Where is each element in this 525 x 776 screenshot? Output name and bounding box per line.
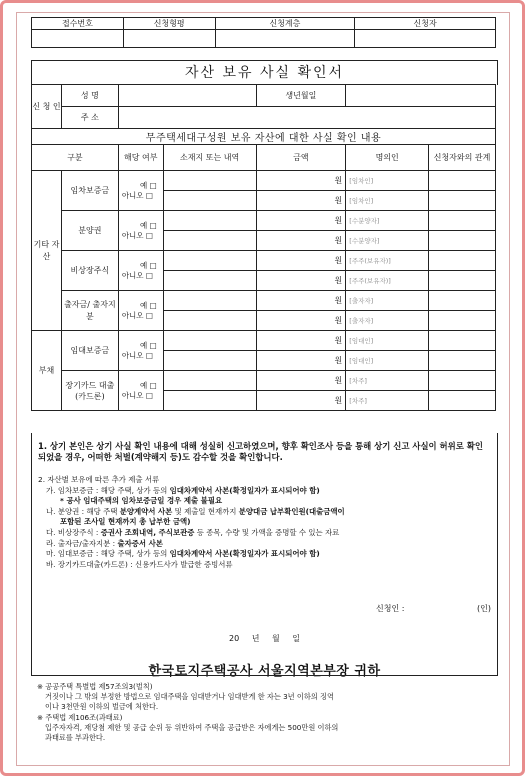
birth-label: 생년월일 bbox=[256, 85, 346, 107]
holder-field[interactable]: [임차인] bbox=[346, 171, 429, 191]
notes-section bbox=[31, 433, 498, 679]
holder-field[interactable]: [차주] bbox=[346, 371, 429, 391]
location-field[interactable] bbox=[163, 171, 256, 191]
relation-field[interactable] bbox=[429, 391, 496, 411]
col-relation: 신청자와의 관계 bbox=[429, 145, 496, 171]
relation-field[interactable] bbox=[429, 371, 496, 391]
law-2-text: 입주자자격, 재당첨 제한 및 공급 순위 등 위반하여 주택을 공급받은 자에게는 500만원 이하의 bbox=[45, 722, 339, 732]
class-header: 신청계층 bbox=[215, 18, 355, 30]
relation-field[interactable] bbox=[429, 271, 496, 291]
holder-field[interactable]: [수분양자] bbox=[346, 211, 429, 231]
amount-field[interactable]: 원 bbox=[256, 251, 346, 271]
applicable-checkbox[interactable]: 예 □ 아니오 □ bbox=[118, 171, 163, 211]
address-field[interactable] bbox=[118, 107, 495, 129]
type-field[interactable] bbox=[123, 30, 215, 48]
holder-field[interactable]: [주주(보유자)] bbox=[346, 251, 429, 271]
location-field[interactable] bbox=[163, 211, 256, 231]
type-header: 신청형평 bbox=[123, 18, 215, 30]
relation-field[interactable] bbox=[429, 171, 496, 191]
relation-field[interactable] bbox=[429, 211, 496, 231]
applicable-checkbox[interactable]: 예 □ 아니오 □ bbox=[118, 291, 163, 331]
amount-field[interactable]: 원 bbox=[256, 391, 346, 411]
applicable-checkbox[interactable]: 예 □ 아니오 □ bbox=[118, 371, 163, 411]
item-label: 임차보증금 bbox=[61, 171, 118, 211]
location-field[interactable] bbox=[163, 251, 256, 271]
applicable-checkbox[interactable]: 예 □ 아니오 □ bbox=[118, 251, 163, 291]
law-1-text-cont: 이나 3천만원 이하의 벌금에 처한다. bbox=[45, 702, 159, 712]
asset-table bbox=[31, 84, 496, 411]
holder-field[interactable]: [출자자] bbox=[346, 291, 429, 311]
amount-field[interactable]: 원 bbox=[256, 211, 346, 231]
name-label: 성 명 bbox=[61, 85, 118, 107]
receipt-no-field[interactable] bbox=[32, 30, 124, 48]
document-page bbox=[16, 12, 510, 766]
required-documents bbox=[38, 475, 490, 570]
doc-item-ra: 라. 출자금/출자지분 : 출자증서 사본 bbox=[46, 538, 163, 548]
law-1-text: 거짓이나 그 밖의 부정한 방법으로 임대주택을 임대받거나 임대받게 한 자는 3년 이하의 징역 bbox=[45, 692, 334, 702]
amount-field[interactable]: 원 bbox=[256, 171, 346, 191]
holder-field[interactable]: [차주] bbox=[346, 391, 429, 411]
legal-notice bbox=[31, 675, 496, 764]
doc-item-ga: 가. 임차보증금 : 해당 주택, 상가 등의 임대차계약서 사본(확정일자가 표시되어야 함) bbox=[46, 485, 320, 495]
doc-item-na: 나. 분양권 : 해당 주택 분양계약서 사본 및 제출일 현재까지 분양대금 납부확인원(대출금액이 bbox=[46, 506, 345, 516]
doc-item-ba: 바. 장기카드대출(카드론) : 신용카드사가 발급한 증빙서류 bbox=[46, 559, 233, 569]
location-field[interactable] bbox=[163, 291, 256, 311]
holder-field[interactable]: [임대인] bbox=[346, 351, 429, 371]
date-line[interactable]: 20 년 월 일 bbox=[229, 634, 300, 643]
amount-field[interactable]: 원 bbox=[256, 311, 346, 331]
document-title: 자산 보유 사실 확인서 bbox=[31, 60, 498, 85]
applicant-header: 신청자 bbox=[355, 18, 496, 30]
amount-field[interactable]: 원 bbox=[256, 371, 346, 391]
class-field[interactable] bbox=[215, 30, 355, 48]
name-field[interactable] bbox=[118, 85, 256, 107]
amount-field[interactable]: 원 bbox=[256, 191, 346, 211]
col-amount: 금액 bbox=[256, 145, 346, 171]
relation-field[interactable] bbox=[429, 231, 496, 251]
group-other-assets: 기타 자산 bbox=[32, 171, 62, 331]
col-location: 소재지 또는 내역 bbox=[163, 145, 256, 171]
holder-field[interactable]: [주주(보유자)] bbox=[346, 271, 429, 291]
item-label: 비상장주식 bbox=[61, 251, 118, 291]
seal-mark[interactable]: (인) bbox=[477, 604, 491, 613]
applicable-checkbox[interactable]: 예 □ 아니오 □ bbox=[118, 331, 163, 371]
law-2-title: ※ 주택법 제106조(과태료) bbox=[37, 712, 123, 722]
location-field[interactable] bbox=[163, 391, 256, 411]
receipt-no-header: 접수번호 bbox=[32, 18, 124, 30]
group-debt: 부채 bbox=[32, 331, 62, 411]
relation-field[interactable] bbox=[429, 351, 496, 371]
item-label: 출자금/ 출자지분 bbox=[61, 291, 118, 331]
addressee: 한국토지주택공사 서울지역본부장 귀하 bbox=[148, 664, 381, 679]
item-label: 장기카드 대출 (카드론) bbox=[61, 371, 118, 411]
amount-field[interactable]: 원 bbox=[256, 271, 346, 291]
item-label: 분양권 bbox=[61, 211, 118, 251]
applicant-side-label: 신 청 인 bbox=[32, 85, 62, 129]
amount-field[interactable]: 원 bbox=[256, 291, 346, 311]
holder-field[interactable]: [임대인] bbox=[346, 331, 429, 351]
item-label: 임대보증금 bbox=[61, 331, 118, 371]
birth-field[interactable] bbox=[346, 85, 496, 107]
relation-field[interactable] bbox=[429, 251, 496, 271]
receipt-table bbox=[31, 17, 496, 48]
doc-item-ma: 마. 임대보증금 : 해당 주택, 상가 등의 임대차계약서 사본(확정일자가 표시되어야 함) bbox=[46, 549, 320, 559]
applicable-checkbox[interactable]: 예 □ 아니오 □ bbox=[118, 211, 163, 251]
col-applicable: 해당 여부 bbox=[118, 145, 163, 171]
signer-label: 신청인 : bbox=[376, 604, 405, 613]
doc-item-da: 다. 비상장주식 : 증권사 조회내역, 주식보관증 등 종목, 수량 및 가액을 증명할 수 있는 자료 bbox=[46, 527, 340, 537]
location-field[interactable] bbox=[163, 191, 256, 211]
holder-field[interactable]: [출자자] bbox=[346, 311, 429, 331]
amount-field[interactable]: 원 bbox=[256, 331, 346, 351]
doc-item-na-cont: 포함된 조사일 현재까지 총 납부한 금액) bbox=[60, 517, 191, 527]
relation-field[interactable] bbox=[429, 311, 496, 331]
amount-field[interactable]: 원 bbox=[256, 231, 346, 251]
col-holder: 명의인 bbox=[346, 145, 429, 171]
relation-field[interactable] bbox=[429, 191, 496, 211]
location-field[interactable] bbox=[163, 371, 256, 391]
location-field[interactable] bbox=[163, 351, 256, 371]
location-field[interactable] bbox=[163, 271, 256, 291]
col-category: 구분 bbox=[32, 145, 119, 171]
law-1-title: ※ 공공주택 특별법 제57조의3(벌칙) bbox=[37, 682, 153, 691]
doc-item-ga-note: * 공사 임대주택의 임차보증금일 경우 제출 불필요 bbox=[60, 496, 223, 506]
location-field[interactable] bbox=[163, 331, 256, 351]
holder-field[interactable]: [수분양자] bbox=[346, 231, 429, 251]
relation-field[interactable] bbox=[429, 291, 496, 311]
section-title: 무주택세대구성원 보유 자산에 대한 사실 확인 내용 bbox=[32, 129, 496, 145]
holder-field[interactable]: [임차인] bbox=[346, 191, 429, 211]
amount-field[interactable]: 원 bbox=[256, 351, 346, 371]
applicant-field[interactable] bbox=[355, 30, 496, 48]
location-field[interactable] bbox=[163, 231, 256, 251]
location-field[interactable] bbox=[163, 311, 256, 331]
declaration-text: 1. 상기 본인은 상기 사실 확인 내용에 대해 성실히 신고하였으며, 향후 확인조사 등을 통해 상기 신고 사실이 허위로 확인되었을 경우, 어떠한 처벌(계약해지 등)도 감수할 것을 확인합니다. bbox=[38, 441, 483, 462]
law-2-text-cont: 과태료를 부과한다. bbox=[45, 733, 106, 743]
address-label: 주 소 bbox=[61, 107, 118, 129]
documents-heading: 2. 자산별 보유에 따른 추가 제출 서류 bbox=[38, 475, 160, 484]
relation-field[interactable] bbox=[429, 331, 496, 351]
